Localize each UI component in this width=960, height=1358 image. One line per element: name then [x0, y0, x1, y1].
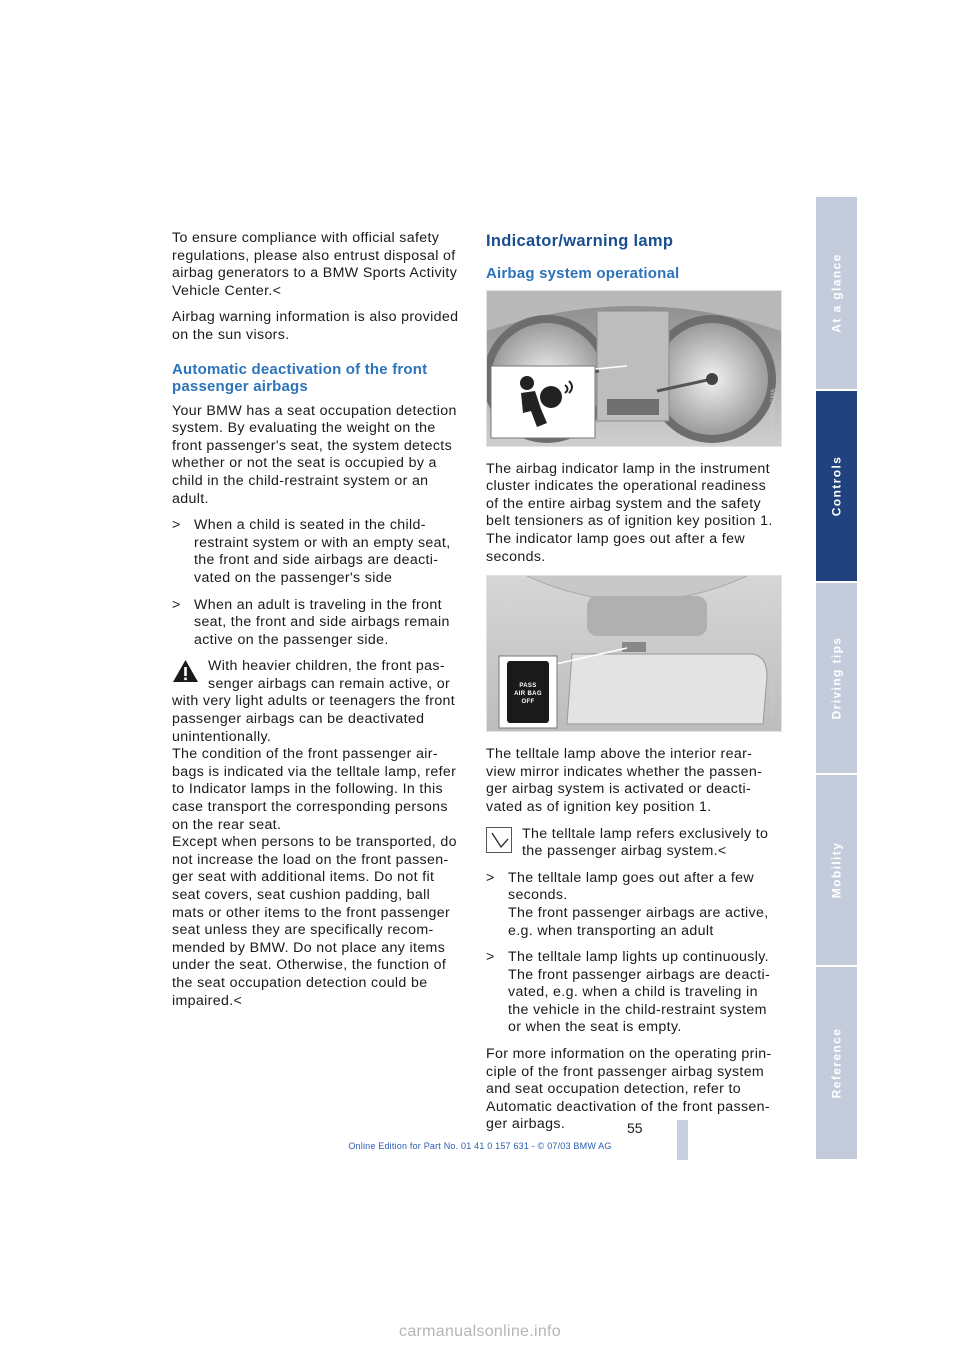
footer-edition: Online Edition for Part No. 01 41 0 157 631 - © 07/03 BMW AG	[348, 1141, 612, 1151]
rearview-mirror-illustration	[487, 576, 781, 731]
right-column	[486, 230, 780, 1143]
left-column	[172, 230, 462, 1010]
warning-triangle-icon	[172, 659, 199, 689]
warning-note	[172, 658, 462, 1010]
svg-text:PASS: PASS	[519, 683, 537, 690]
indicator-heading: Indicator/warning lamp	[486, 232, 674, 250]
info-note	[486, 826, 780, 861]
page-number-bar	[677, 1120, 688, 1160]
list-item: > The telltale lamp goes out after a few seconds. The front passenger airbags are active, e.g. when transporting an adult	[486, 869, 769, 939]
bullet-mark: >	[486, 949, 495, 966]
warning-text-rest: with very light adults or teenagers the front passenger airbags can be deactivated unintentionally.	[172, 693, 456, 745]
note-text: The telltale lamp refers exclusively to the passenger airbag system.<	[522, 825, 769, 860]
disposal-paragraph: To ensure compliance with official safety regulations, please also entrust disposal of airbag generators to a BMW Sports Activity Vehicle Center.<	[172, 230, 458, 299]
image-code: MV00524CMA	[771, 673, 777, 717]
tab-at-a-glance[interactable]: At a glance	[816, 197, 857, 389]
seat-detection-paragraph: Your BMW has a seat occupation detection system. By evaluating the weight on the front passenger's seat, the system detects whether or not the seat is occupied by a child in the child-restraint system or an adult.	[172, 402, 457, 507]
page-number: 55	[627, 1120, 643, 1136]
warning-text-p2: The condition of the front passenger air-bags is indicated via the telltale lamp, refer to Indicator lamps in the following. In this case transport the corresponding persons on the rear seat.	[172, 746, 457, 833]
list-item: > The telltale lamp lights up continuously. The front passenger airbags are deacti-vated, e.g. when a child is traveling in the vehicle in the child-restraint system or when the seat is empty.	[486, 949, 771, 1036]
note-arrow-icon	[486, 827, 512, 859]
tab-driving-tips[interactable]: Driving tips	[816, 583, 857, 773]
more-info-paragraph: For more information on the operating prin-ciple of the front passenger airbag system and seat occupation detection, refer to Automatic deactivation of the front passen-ger airbags.	[486, 1046, 772, 1133]
tab-controls[interactable]: Controls	[816, 391, 857, 581]
airbag-operational-subheading: Airbag system operational	[486, 264, 680, 282]
rearview-mirror-photo	[486, 575, 782, 732]
indicator-lamp-paragraph: The airbag indicator lamp in the instrument cluster indicates the operational readiness of the entire airbag system and the safety belt tensioners as of ignition key position 1. The indicator lamp goes out after a few seconds.	[486, 460, 773, 565]
sun-visor-paragraph: Airbag warning information is also provided on the sun visors.	[172, 309, 459, 343]
watermark: carmanualsonline.info	[399, 1323, 561, 1340]
tab-mobility[interactable]: Mobility	[816, 775, 857, 965]
bullet-mark: >	[172, 517, 181, 534]
list-item: > When an adult is traveling in the front seat, the front and side airbags remain active on the passenger side.	[172, 596, 450, 648]
bullet-mark: >	[172, 596, 181, 613]
bullet-mark: >	[486, 869, 495, 886]
warning-text-p3: Except when persons to be transported, do not increase the load on the front passen-ger seat with additional items. Do not fit seat covers, seat cushion padding, ball mats or other items to the front passenger seat unless they are specifically recom-mended by BMW. Do not place any items under the seat. Otherwise, the function of the seat occupation detection could be impaired.<	[172, 834, 457, 1009]
svg-text:OFF: OFF	[521, 699, 535, 706]
auto-deactivation-heading: Automatic deactivation of the front passenger airbags	[172, 360, 428, 395]
warning-text-first: With heavier children, the front pas-senger airbags can remain active, or	[208, 658, 451, 692]
instrument-cluster-illustration	[487, 291, 781, 446]
list-item: > When a child is seated in the child-restraint system or with an empty seat, the front and side airbags are deacti-vated on the passenger's side	[172, 517, 451, 586]
telltale-lamp-paragraph: The telltale lamp above the interior rear-view mirror indicates whether the passen-ger airbag system is activated or deacti-vated as of ignition key position 1.	[486, 746, 763, 815]
instrument-cluster-photo	[486, 290, 782, 447]
image-code: MV00606CMA	[771, 388, 777, 431]
svg-text:AIR BAG: AIR BAG	[514, 691, 542, 698]
tab-reference[interactable]: Reference	[816, 967, 857, 1159]
